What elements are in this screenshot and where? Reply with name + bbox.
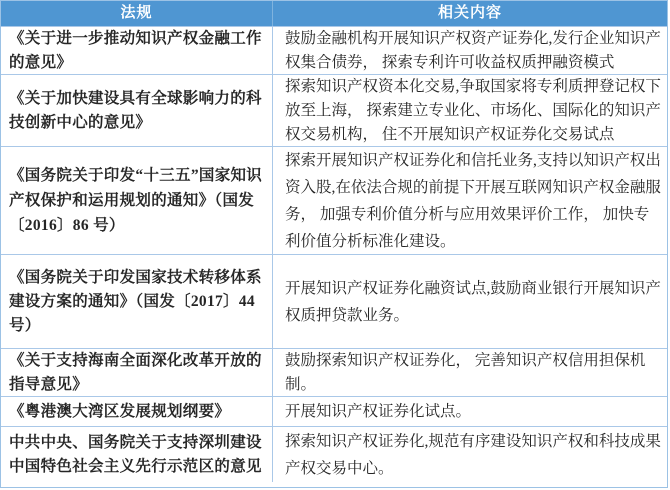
regulation-cell: 中共中央、国务院关于支持深圳建设中国特色社会主义先行示范区的意见 <box>1 427 273 482</box>
content-cell: 探索知识产权资本化交易,争取国家将专利质押登记权下放至上海， 探索建立专业化、市场化、国际化的知识产权交易机构， 住不开展知识产权证券化交易试点 <box>285 77 661 143</box>
content-cell: 开展知识产权证券化融资试点,鼓励商业银行开展知识产权质押贷款业务。 <box>285 279 661 324</box>
content-cell: 探索开展知识产权证券化和信托业务,支持以知识产权出资入股,在依法合规的前提下开展互联网知识产权金融服务， 加强专利价值分析与应用效果评价工作， 加快专利价值分析标准化建设。 <box>285 151 661 250</box>
regulation-cell: 《国务院关于印发“十三五”国家知识产权保护和运用规划的通知》（国发〔2016〕86 号） <box>1 147 273 254</box>
content-cell: 鼓励金融机构开展知识产权资产证券化,发行企业知识产权集合债券， 探索专利许可收益权质押融资模式 <box>285 29 661 71</box>
regulation-cell: 《粤港澳大湾区发展规划纲要》 <box>1 397 273 426</box>
regulation-cell: 《关于进一步推动知识产权金融工作的意见》 <box>1 27 273 74</box>
table-row <box>1 74 667 146</box>
content-cell: 探索知识产权证券化,规范有序建设知识产权和科技成果产权交易中心。 <box>285 432 661 477</box>
table-header-row <box>1 1 667 26</box>
column-header-regulation: 法规 <box>1 1 273 26</box>
table-row <box>1 254 667 348</box>
regulation-cell: 《关于加快建设具有全球影响力的科技创新中心的意见》 <box>1 75 273 146</box>
table-row <box>1 26 667 74</box>
content-cell: 鼓励探索知识产权证券化， 完善知识产权信用担保机制。 <box>285 351 646 393</box>
table-row <box>1 146 667 254</box>
table-row <box>1 348 667 396</box>
regulation-cell: 《国务院关于印发国家技术转移体系建设方案的通知》（国发〔2017〕44号） <box>1 255 273 348</box>
content-cell: 开展知识产权证券化试点。 <box>285 402 472 420</box>
regulation-cell: 《关于支持海南全面深化改革开放的指导意见》 <box>1 349 273 396</box>
column-header-content: 相关内容 <box>273 1 667 26</box>
table-row <box>1 396 667 426</box>
table-row <box>1 426 667 482</box>
